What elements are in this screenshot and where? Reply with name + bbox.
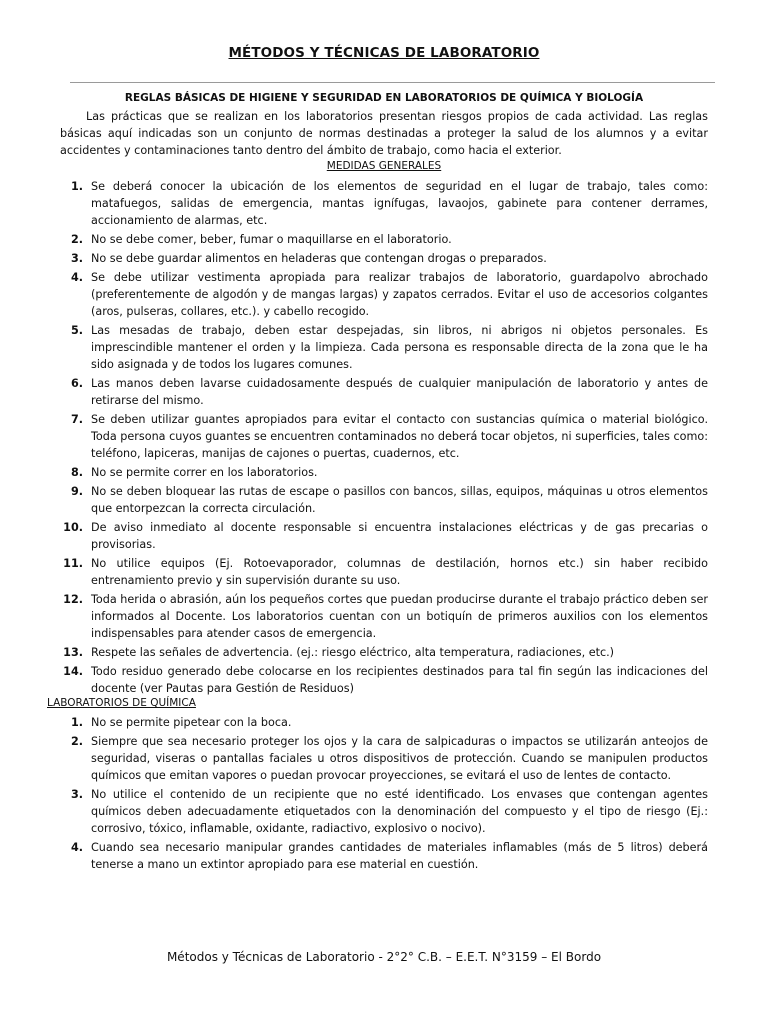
list-item-number-text: 2.: [70, 233, 83, 246]
document-subtitle: REGLAS BÁSICAS DE HIGIENE Y SEGURIDAD EN LABORATORIOS DE QUÍMICA Y BIOLOGÍA: [124, 92, 644, 104]
list-item-number: [45, 250, 83, 267]
list-item-number: [45, 231, 83, 248]
list-item-number-text: 14.: [63, 665, 83, 678]
list-item-text: No utilice equipos (Ej. Rotoevaporador, columnas de destilación, hornos etc.) sin haber recibido entrenamiento previo y sin supervisión durante su uso.: [91, 557, 708, 587]
list-item: [45, 375, 708, 409]
list-item-text: Se deben utilizar guantes apropiados para evitar el contacto con sustancias química o material biológico. Toda persona cuyos guantes se encuentren contaminados no deberá tocar objetos, ni superficies, tales como: teléfono, lapiceras, manijas de cajones o puertas, cuadernos, etc.: [91, 413, 708, 460]
list-item-text: No se debe guardar alimentos en heladeras que contengan drogas o preparados.: [91, 252, 547, 265]
list-item: [45, 231, 708, 248]
title-divider: [70, 82, 715, 83]
list-item-text: No utilice el contenido de un recipiente que no esté identificado. Los envases que contengan agentes químicos deben adecuadamente etiquetados con la denominación del compuesto y el tipo de riesgo (Ej.: corrosivo, tóxico, inflamable, oxidante, radiactivo, explosivo o nocivo).: [91, 788, 708, 835]
list-item-number: [45, 663, 83, 697]
list-item-number: [45, 714, 83, 731]
list-item-number-text: 13.: [63, 646, 83, 659]
list-item-text: Se debe utilizar vestimenta apropiada para realizar trabajos de laboratorio, guardapolvo abrochado (preferentemente de algodón y de mangas largas) y zapatos cerrados. Evitar el uso de accesorios colgantes (aros, pulseras, collares, etc.). y cabello recogido.: [91, 271, 708, 318]
list-item-number: [45, 786, 83, 837]
list-item-number-text: 1.: [70, 180, 83, 193]
general-rules-list: [45, 178, 708, 699]
list-item-text: No se deben bloquear las rutas de escape o pasillos con bancos, sillas, equipos, máquinas u otros elementos que entorpezcan la correcta circulación.: [91, 485, 708, 515]
list-item-number: [45, 178, 83, 229]
list-item-number: [45, 591, 83, 642]
list-item-text: Respete las señales de advertencia. (ej.: riesgo eléctrico, alta temperatura, radiaciones, etc.): [91, 646, 615, 659]
list-item-number: [45, 555, 83, 589]
list-item-number-text: 7.: [70, 413, 83, 426]
list-item-number: [45, 483, 83, 517]
list-item-number: [45, 269, 83, 320]
list-item: [45, 322, 708, 373]
list-item: [45, 714, 708, 731]
section-heading-general: MEDIDAS GENERALES: [326, 160, 442, 172]
list-item-text: De aviso inmediato al docente responsable si encuentra instalaciones eléctricas y de gas precarias o provisorias.: [91, 521, 708, 551]
list-item-number-text: 9.: [70, 485, 83, 498]
list-item-number-text: 3.: [70, 788, 83, 801]
list-item: [45, 411, 708, 462]
list-item-number-text: 3.: [70, 252, 83, 265]
list-item-number: [45, 519, 83, 553]
list-item-number-text: 8.: [70, 466, 83, 479]
list-item-text: No se permite correr en los laboratorios.: [91, 466, 318, 479]
list-item-text: Las manos deben lavarse cuidadosamente después de cualquier manipulación de laboratorio y antes de retirarse del mismo.: [91, 377, 708, 407]
list-item-text: No se debe comer, beber, fumar o maquillarse en el laboratorio.: [91, 233, 452, 246]
list-item-number: [45, 411, 83, 462]
list-item-number-text: 1.: [70, 716, 83, 729]
list-item: [45, 178, 708, 229]
page-footer: Métodos y Técnicas de Laboratorio - 2°2° C.B. – E.E.T. N°3159 – El Bordo: [166, 950, 602, 964]
list-item-text: Siempre que sea necesario proteger los ojos y la cara de salpicaduras o impactos se utilizarán anteojos de seguridad, viseras o pantallas faciales u otros dispositivos de protección. Cuando se manipulen productos químicos que emitan vapores o puedan provocar proyecciones, se evitará el uso de lentes de contacto.: [91, 735, 708, 782]
list-item-number-text: 10.: [63, 521, 83, 534]
list-item-text: Cuando sea necesario manipular grandes cantidades de materiales inflamables (más de 5 litros) deberá tenerse a mano un extintor apropiado para ese material en cuestión.: [91, 841, 708, 871]
list-item-number: [45, 839, 83, 873]
list-item-number-text: 11.: [63, 557, 83, 570]
list-item: [45, 786, 708, 837]
list-item-number-text: 4.: [70, 271, 83, 284]
intro-paragraph: Las prácticas que se realizan en los laboratorios presentan riesgos propios de cada actividad. Las reglas básicas aquí indicadas son un conjunto de normas destinadas a proteger la salud de los alumnos y a evitar accidentes y contaminaciones tanto dentro del ámbito de trabajo, como hacia el exterior.: [60, 110, 708, 157]
list-item: [45, 733, 708, 784]
list-item: [45, 839, 708, 873]
list-item: [45, 464, 708, 481]
list-item: [45, 644, 708, 661]
list-item-number-text: 6.: [70, 377, 83, 390]
list-item-text: No se permite pipetear con la boca.: [91, 716, 292, 729]
list-item-number: [45, 733, 83, 784]
list-item-text: Las mesadas de trabajo, deben estar despejadas, sin libros, ni abrigos ni objetos personales. Es imprescindible mantener el orden y la limpieza. Cada persona es responsable directa de la zona que le ha sido asignada y de todos los lugares comunes.: [91, 324, 708, 371]
list-item-number: [45, 464, 83, 481]
list-item-number: [45, 644, 83, 661]
chemistry-rules-list: [45, 714, 708, 875]
list-item-number-text: 12.: [63, 593, 83, 606]
list-item: [45, 591, 708, 642]
list-item-number-text: 4.: [70, 841, 83, 854]
document-title: MÉTODOS Y TÉCNICAS DE LABORATORIO: [228, 45, 540, 61]
list-item: [45, 250, 708, 267]
list-item: [45, 663, 708, 697]
list-item-number: [45, 322, 83, 373]
list-item: [45, 555, 708, 589]
list-item-number: [45, 375, 83, 409]
list-item: [45, 269, 708, 320]
list-item-number-text: 2.: [70, 735, 83, 748]
section-heading-chemistry: LABORATORIOS DE QUÍMICA: [47, 697, 196, 709]
list-item-text: Se deberá conocer la ubicación de los elementos de seguridad en el lugar de trabajo, tales como: matafuegos, salidas de emergencia, mantas ignífugas, lavaojos, gabinete para contener derrames, accionamiento de alarmas, etc.: [91, 180, 708, 227]
list-item: [45, 483, 708, 517]
list-item: [45, 519, 708, 553]
list-item-text: Toda herida o abrasión, aún los pequeños cortes que puedan producirse durante el trabajo práctico deben ser informados al Docente. Los laboratorios cuentan con un botiquín de primeros auxilios con los elementos indispensables para atender casos de emergencia.: [91, 593, 708, 640]
list-item-number-text: 5.: [70, 324, 83, 337]
list-item-text: Todo residuo generado debe colocarse en los recipientes destinados para tal fin según las indicaciones del docente (ver Pautas para Gestión de Residuos): [91, 665, 708, 695]
